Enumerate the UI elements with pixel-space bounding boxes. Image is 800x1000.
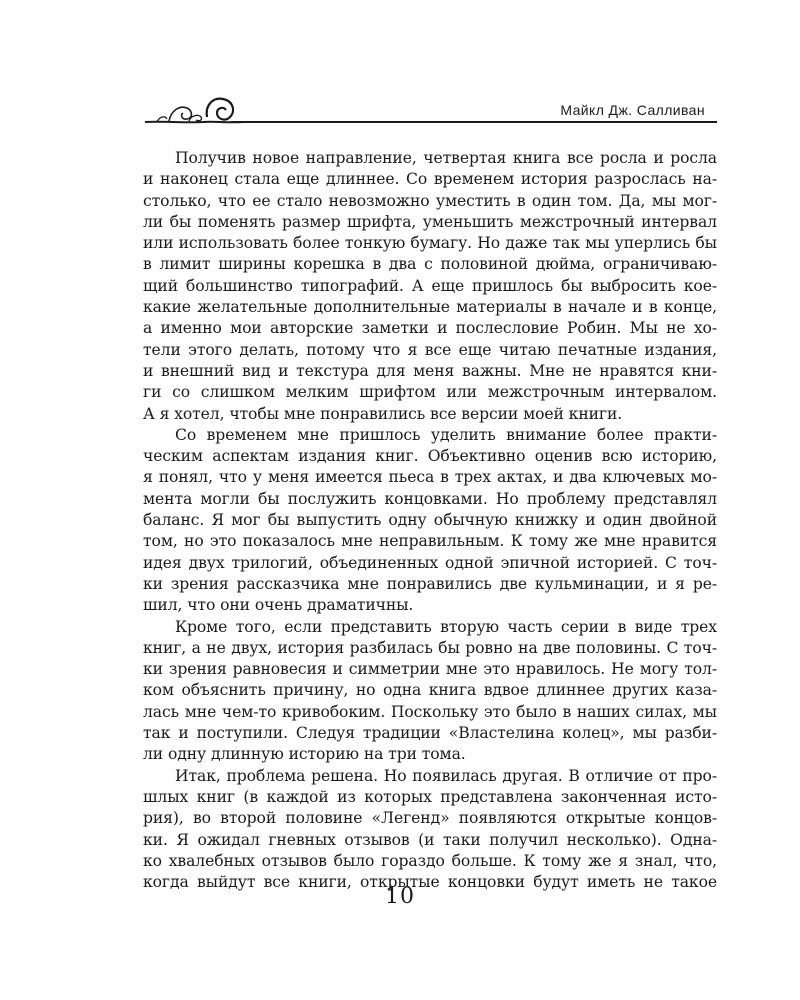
text-line: ки зрения равновесия и симметрии мне это нравилось. Не могу тол- [143, 660, 717, 679]
text-line: и наконец стала еще длиннее. Со временем история разрослась на- [143, 170, 717, 189]
text-line: ки. Я ожидал гневных отзывов (и таки получил несколько). Одна- [143, 830, 717, 849]
text-line: рия), во второй половине «Легенд» появляются открытые концов- [143, 809, 717, 828]
text-line: столько, что ее стало невозможно уместить в один том. Да, мы мог- [143, 191, 717, 210]
header-rule [231, 121, 717, 123]
text-line: и внешний вид и текстура для меня важны. Мне не нравятся кни- [143, 361, 717, 380]
text-line: а именно мои авторские заметки и послесловие Робин. Мы не хо- [143, 319, 717, 338]
text-line: тели этого делать, потому что я все еще читаю печатные издания, [143, 340, 717, 359]
text-line: идея двух трилогий, объединенных одной эпичной историей. С точ- [143, 553, 717, 572]
text-line: А я хотел, чтобы мне понравились все версии моей книги. [143, 404, 623, 423]
text-line: Получив новое направление, четвертая книга все росла и росла [175, 149, 717, 167]
text-line: Кроме того, если представить вторую часть серии в виде трех [175, 617, 717, 636]
text-line: какие желательные дополнительные материалы в начале и в конце, [143, 298, 717, 317]
paragraph [143, 148, 717, 425]
page-body [143, 148, 717, 893]
text-line: ческим аспектам издания книг. Объективно оценив всю историю, [143, 447, 717, 466]
text-line: ли одну длинную историю на три тома. [143, 745, 466, 764]
page-number: 10 [385, 884, 415, 909]
text-line: в лимит ширины корешка в два с половиной дюйма, ограничиваю- [143, 255, 717, 274]
page-header [143, 93, 717, 127]
text-line: Со временем мне пришлось уделить внимание более практи- [175, 425, 717, 444]
text-line: щий большинство типографий. А еще пришлось бы выбросить кое- [143, 276, 717, 295]
text-line: ли бы поменять размер шрифта, уменьшить межстрочный интервал [143, 212, 717, 231]
text-line: книг, а не двух, история разбилась бы ровно на две половины. С точ- [143, 638, 717, 657]
text-line: мента могли бы послужить концовками. Но проблему представлял [143, 489, 717, 508]
paragraph [143, 766, 717, 894]
text-line: ко хвалебных отзывов было гораздо больше. К тому же я знал, что, [143, 851, 717, 870]
text-line: так и поступили. Следуя традиции «Властелина колец», мы разби- [143, 724, 717, 743]
text-line: шил, что они очень драматичны. [143, 596, 414, 615]
text-line: я понял, что у меня имеется пьеса в трех актах, и два ключевых мо- [143, 468, 717, 487]
text-line: баланс. Я мог бы выпустить одну обычную книжку и один двойной [143, 511, 717, 530]
text-line: ком объяснить причину, но одна книга вдвое длиннее других каза- [143, 681, 717, 700]
text-line: Итак, проблема решена. Но появилась другая. В отличие от про- [175, 766, 717, 785]
text-line: том, но это показалось мне неправильным. К тому же мне нравится [143, 532, 717, 551]
running-head-author: Майкл Дж. Салливан [560, 102, 705, 118]
text-line: лась мне чем-то кривобоким. Поскольку это было в наших силах, мы [143, 702, 717, 721]
text-line: ки зрения рассказчика мне понравились две кульминации, и я ре- [143, 574, 717, 593]
text-line: ги со слишком мелким шрифтом или межстрочным интервалом. [143, 383, 717, 402]
text-line: когда выйдут все книги, открытые концовки будут иметь не такое [143, 873, 717, 892]
paragraph [143, 425, 717, 617]
text-line: или использовать более тонкую бумагу. Но даже так мы уперлись бы [143, 234, 717, 253]
text-line: шлых книг (в каждой из которых представлена законченная исто- [143, 787, 717, 806]
paragraph [143, 617, 717, 766]
